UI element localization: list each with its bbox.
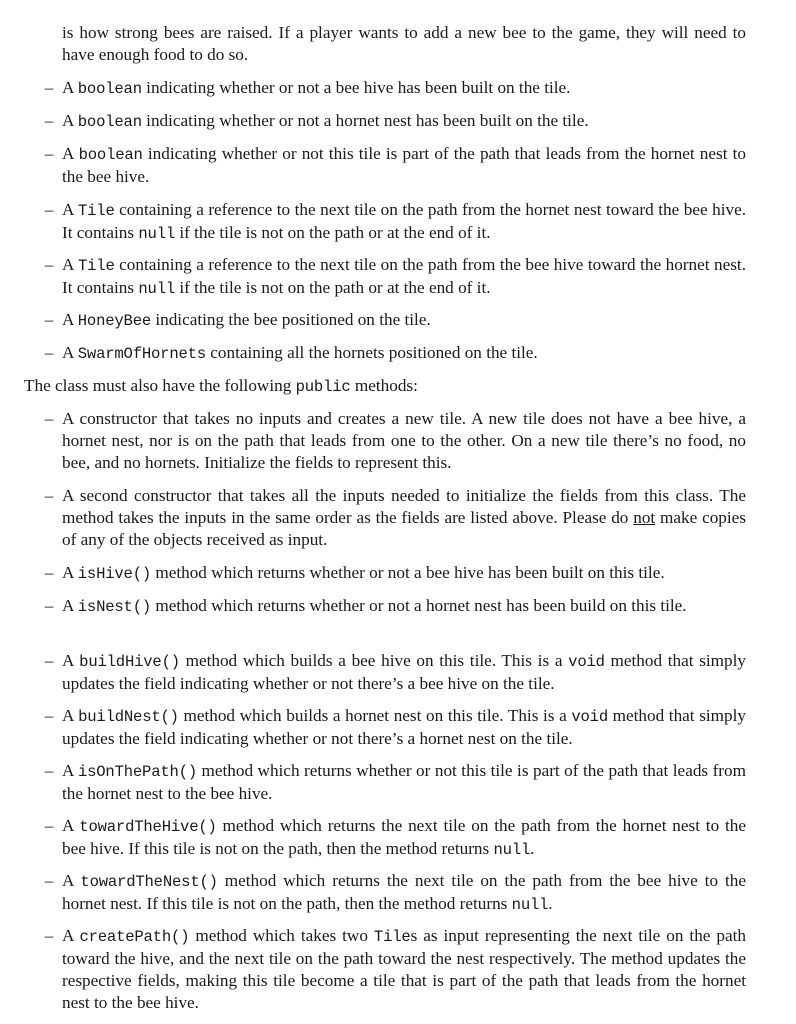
inline-code: HoneyBee <box>77 312 152 330</box>
list-dash: – <box>44 200 54 219</box>
field-item-boolean-path: – A boolean indicating whether or not this tile is part of the path that leads from the hornet nest to the bee hive. <box>62 143 746 188</box>
continuation-paragraph <box>62 22 746 66</box>
field-item-boolean-nest: – A boolean indicating whether or not a hornet nest has been built on the tile. <box>62 110 746 133</box>
list-dash: – <box>44 926 54 945</box>
inline-code: null <box>138 280 176 298</box>
inline-code: SwarmOfHornets <box>77 345 206 363</box>
inline-code: void <box>568 653 605 671</box>
method-item-isonthepath: – A isOnThePath() method which returns whether or not this tile is part of the path that leads from the hornet nest to the bee hive. <box>62 760 746 805</box>
list-dash: – <box>44 651 54 670</box>
inline-code: null <box>493 841 531 859</box>
inline-code: isHive() <box>77 565 152 583</box>
method-item-createpath: – A createPath() method which takes two Tiles as input representing the next tile on the path toward the hive, and the next tile on the path toward the nest respectively. The method updates the respective fields, making this tile become a tile that is part of the path that leads from the hornet nest to the bee hive. <box>62 925 746 1014</box>
inline-code: boolean <box>78 146 143 164</box>
method-item-isnest: – A isNest() method which returns whether or not a hornet nest has been build on this tile. <box>62 595 746 618</box>
list-dash: – <box>44 111 54 130</box>
inline-code: isNest() <box>77 598 152 616</box>
field-item-boolean-hive: – A boolean indicating whether or not a bee hive has been built on the tile. <box>62 77 746 100</box>
list-dash: – <box>44 310 54 329</box>
inline-code: Tile <box>373 928 411 946</box>
field-item-tile-toward-nest: – A Tile containing a reference to the next tile on the path from the bee hive toward the hornet nest. It contains null if the tile is not on the path or at the end of it. <box>62 254 746 300</box>
list-dash: – <box>44 409 54 428</box>
method-item-default-constructor: – A constructor that takes no inputs and creates a new tile. A new tile does not have a bee hive, a hornet nest, nor is on the path that leads from one to the other. On a new tile there’s no food, no bee, and no hornets. Initialize the fields to represent this. <box>62 408 746 474</box>
field-item-tile-toward-hive: – A Tile containing a reference to the next tile on the path from the hornet nest toward the bee hive. It contains null if the tile is not on the path or at the end of it. <box>62 199 746 245</box>
underlined-word: not <box>633 508 656 527</box>
inline-code: Tile <box>77 257 115 275</box>
continuation-text: is how strong bees are raised. If a player wants to add a new bee to the game, they will need to have enough food to do so. <box>62 23 746 64</box>
field-item-swarm: – A SwarmOfHornets containing all the hornets positioned on the tile. <box>62 342 746 365</box>
inline-code: createPath() <box>79 928 190 946</box>
inline-code: Tile <box>77 202 115 220</box>
inline-code: public <box>295 378 351 396</box>
method-item-ishive: – A isHive() method which returns whether or not a bee hive has been built on this tile. <box>62 562 746 585</box>
list-dash: – <box>44 563 54 582</box>
methods-intro: The class must also have the following public methods: <box>24 376 418 396</box>
inline-code: boolean <box>77 80 142 98</box>
list-dash: – <box>44 761 54 780</box>
field-item-honeybee: – A HoneyBee indicating the bee positioned on the tile. <box>62 309 746 332</box>
inline-code: buildNest() <box>78 708 179 726</box>
inline-code: towardTheHive() <box>79 818 217 836</box>
inline-code: towardTheNest() <box>80 873 218 891</box>
list-dash: – <box>44 706 54 725</box>
method-item-towardthehive: – A towardTheHive() method which returns the next tile on the path from the hornet nest to the bee hive. If this tile is not on the path, then the method returns null. <box>62 815 746 861</box>
list-dash: – <box>44 871 54 890</box>
list-dash: – <box>44 486 54 505</box>
inline-code: null <box>138 225 176 243</box>
list-dash: – <box>44 343 54 362</box>
method-item-full-constructor: – A second constructor that takes all the inputs needed to initialize the fields from this class. The method takes the inputs in the same order as the fields are listed above. Please do not make copies of any of the objects received as input. <box>62 485 746 551</box>
method-item-towardthenest: – A towardTheNest() method which returns the next tile on the path from the bee hive to the hornet nest. If this tile is not on the path, then the method returns null. <box>62 870 746 916</box>
method-item-buildhive: – A buildHive() method which builds a bee hive on this tile. This is a void method that simply updates the field indicating whether or not there’s a bee hive on the tile. <box>62 650 746 695</box>
list-dash: – <box>44 78 54 97</box>
inline-code: null <box>511 896 549 914</box>
list-dash: – <box>44 144 54 163</box>
inline-code: boolean <box>77 113 142 131</box>
inline-code: void <box>571 708 608 726</box>
list-dash: – <box>44 596 54 615</box>
list-dash: – <box>44 816 54 835</box>
inline-code: buildHive() <box>79 653 180 671</box>
method-item-buildnest: – A buildNest() method which builds a hornet nest on this tile. This is a void method that simply updates the field indicating whether or not there’s a hornet nest on the tile. <box>62 705 746 750</box>
list-dash: – <box>44 255 54 274</box>
inline-code: isOnThePath() <box>77 763 198 781</box>
